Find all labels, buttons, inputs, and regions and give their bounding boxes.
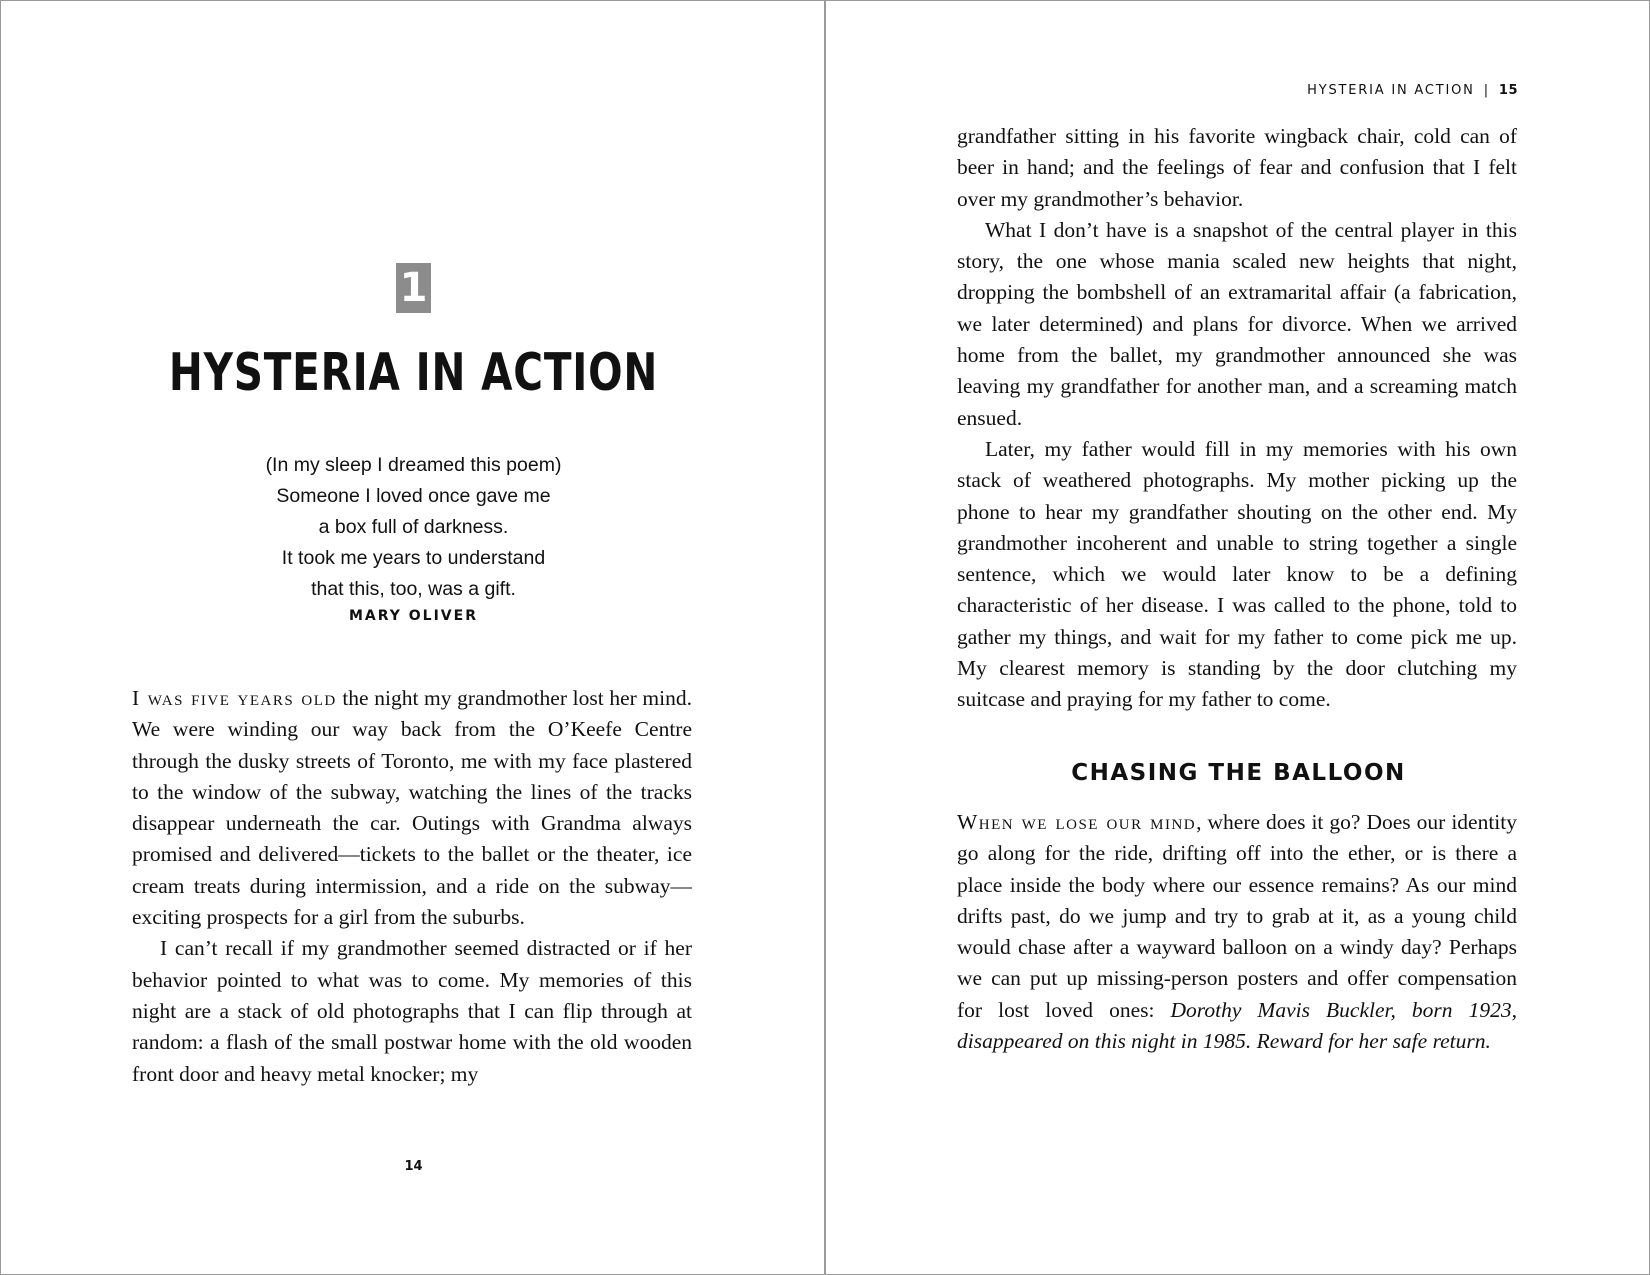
page-number: 14 <box>404 1159 423 1174</box>
lead-in: When we lose our mind <box>957 810 1197 834</box>
epigraph-attribution: MARY OLIVER <box>348 608 478 624</box>
page-number: 15 <box>1498 83 1518 98</box>
paragraph-text: , where does it go? Does our identity go along for the ride, drifting off into the ether, or is there a place inside the body where our essence remains? As our mind drifts past, do we jump and try to grab at it, as a young child would chase after a wayward balloon on a windy day? Perhaps we can put up missing-person posters and offer compensation for lost loved ones: <box>957 810 1518 1022</box>
italic-text: Dorothy Mavis Buckler, born 1923, disappeared on this night in 1985. Reward for her safe return. <box>957 997 1517 1054</box>
epigraph-line: a box full of darkness. <box>318 516 509 538</box>
epigraph-line: (In my sleep I dreamed this poem) <box>265 454 562 476</box>
paragraph <box>132 683 692 933</box>
right-body-text <box>957 121 1517 716</box>
running-head-title: HYSTERIA IN ACTION <box>1307 83 1475 98</box>
left-body-text <box>132 683 692 1090</box>
gutter-divider <box>824 0 825 1275</box>
paragraph: Later, my father would fill in my memories with his own stack of weathered photographs. My mother picking up the phone to hear my grandfather shouting on the other end. My grandmother incoherent and unable to string together a single sentence, which we would later know to be a defining characteristic of her disease. I was called to the phone, told to gather my things, and wait for my father to come pick me up. My clearest memory is standing by the door clutching my suitcase and praying for my father to come. <box>957 436 1517 712</box>
section-heading: CHASING THE BALLOON <box>1071 760 1406 786</box>
section-body-text <box>957 807 1517 1057</box>
right-page <box>825 0 1650 1275</box>
epigraph-line: that this, too, was a gift. <box>311 578 516 600</box>
epigraph <box>1 450 826 605</box>
paragraph-text: the night my grandmother lost her mind. We were winding our way back from the O’Keefe Centre through the dusky streets of Toronto, me with my face plastered to the window of the subway, watching the lines of the tracks disappear underneath the car. Outings with Grandma always promised and delivered—tickets to the ballet or the theater, ice cream treats during intermission, and a ride on the subway—exciting prospects for a girl from the suburbs. <box>132 686 692 930</box>
epigraph-line: It took me years to understand <box>281 547 546 569</box>
paragraph: What I don’t have is a snapshot of the central player in this story, the one whose mania scaled new heights that night, dropping the bombshell of an extramarital affair (a fabrication, we later determined) and plans for divorce. When we arrived home from the ballet, my grandmother announced she was leaving my grandfather for another man, and a screaming match ensued. <box>957 217 1517 430</box>
lead-in: I was five years old <box>132 686 337 710</box>
running-head-separator: | <box>1483 83 1490 98</box>
running-head <box>1307 83 1518 98</box>
paragraph: I can’t recall if my grandmother seemed distracted or if her behavior pointed to what was to come. My memories of this night are a stack of old photographs that I can flip through at random: a flash of the small postwar home with the old wooden front door and heavy metal knocker; my <box>132 936 692 1086</box>
chapter-number-box: 1 <box>396 263 431 313</box>
paragraph <box>957 807 1517 1057</box>
epigraph-line: Someone I loved once gave me <box>276 485 551 507</box>
paragraph: grandfather sitting in his favorite wingback chair, cold can of beer in hand; and the feelings of fear and confusion that I felt over my grandmother’s behavior. <box>957 124 1517 211</box>
chapter-title: HYSTERIA IN ACTION <box>168 343 659 403</box>
